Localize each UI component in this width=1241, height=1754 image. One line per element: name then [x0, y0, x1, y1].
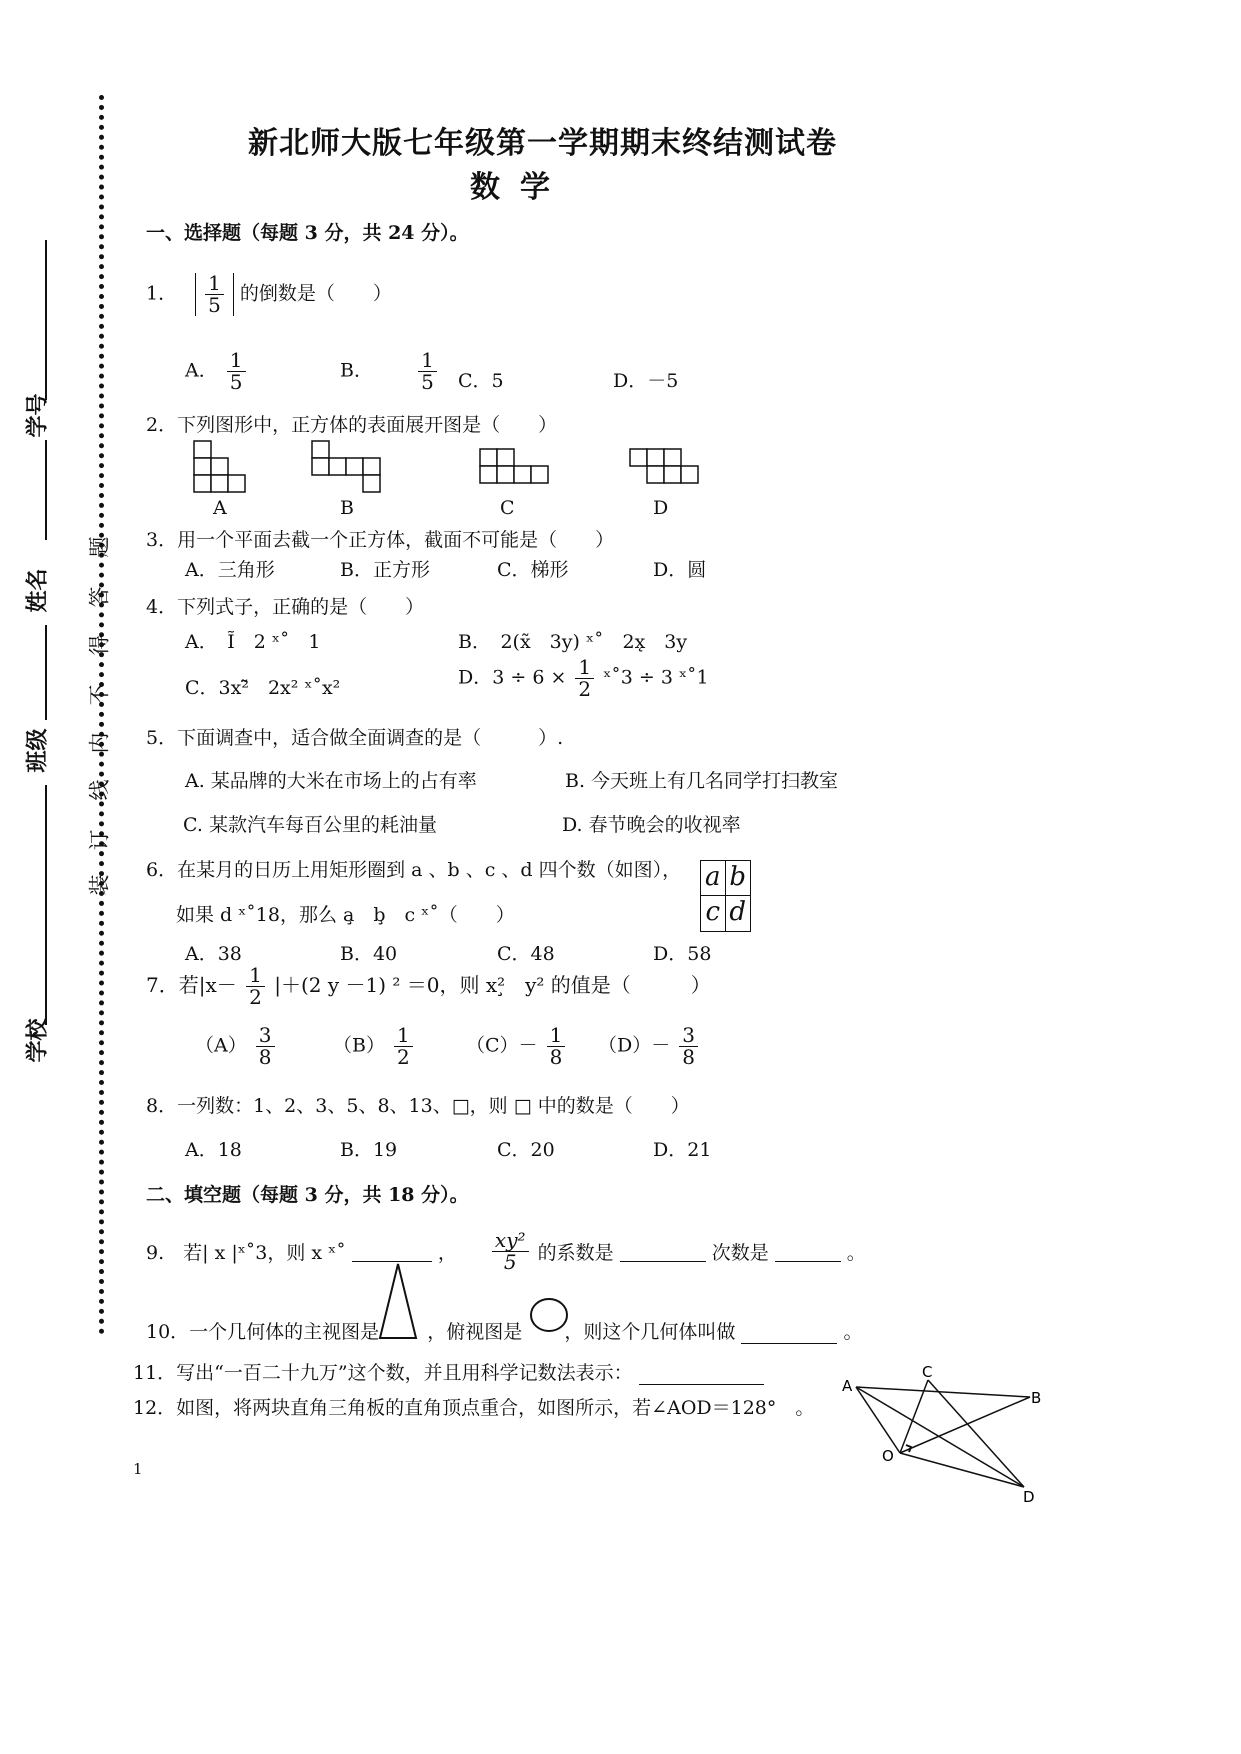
cal-cell-d: d: [729, 897, 747, 927]
q7-option-a: （A） $\frac{3}{8}$: [195, 1025, 278, 1068]
q12-figure: [830, 1365, 1050, 1505]
side-class-line: [45, 785, 47, 1025]
side-name-label: 姓名: [24, 568, 51, 613]
page-number: 1: [133, 1460, 143, 1478]
exam-subject: 数学: [470, 170, 570, 205]
q4-option-b: B． 2(x̃ 3y) ˣ˚ 2x̨ 3y: [458, 631, 688, 653]
notice-char: 不: [87, 684, 112, 706]
q2-label-c: C: [500, 497, 515, 519]
q5-option-c: C. 某款汽车每百公里的耗油量: [183, 814, 437, 836]
notice-char: 答: [87, 586, 112, 608]
q2-cube-nets: [180, 435, 720, 495]
q8-option-d: D．21: [653, 1139, 712, 1161]
q1-stem: 的倒数是（ ）: [239, 282, 392, 305]
question-4: 4．下列式子，正确的是（ ）: [146, 596, 425, 618]
notice-char: 得: [87, 634, 112, 656]
question-7: 7．若|x－ $\frac{1}{2}$ |＋(2 y －1) ² ＝0，则 x²̧ y² 的值是（ ）: [146, 963, 711, 1009]
q1-option-c: C．5: [458, 370, 504, 392]
side-id-line: [45, 240, 47, 400]
cal-cell-a: a: [701, 861, 726, 896]
side-class-label: 班级: [24, 728, 51, 773]
fig-label-b: B: [1031, 1389, 1042, 1407]
q6-option-b: B．40: [340, 943, 398, 965]
question-5: 5．下面调查中，适合做全面调查的是（ ）.: [146, 727, 564, 749]
fig-label-d: D: [1023, 1488, 1035, 1505]
question-12: 12．如图，将两块直角三角板的直角顶点重合，如图所示，若∠AOD＝128° 。: [133, 1397, 815, 1419]
q9-blank-2[interactable]: [620, 1241, 706, 1262]
side-name-line-2: [45, 625, 47, 720]
q3-option-d: D．圆: [653, 559, 707, 581]
net-c: [480, 449, 548, 483]
q10-front-view-triangle: [378, 1262, 418, 1340]
q9-blank-3[interactable]: [775, 1241, 841, 1262]
q1-option-a: A． $\frac{1}{5}$: [185, 350, 249, 393]
side-name-line: [45, 440, 47, 540]
question-9: 9. 若| x |ˣ˚3，则 x ˣ˚ ， $\frac{\text{xy²}}{5}$ 的系数是 次数是 。: [146, 1228, 866, 1274]
q7-option-b: （B） $\frac{1}{2}$: [333, 1025, 416, 1068]
question-10: 10．一个几何体的主视图是 ，俯视图是 ，则这个几何体叫做 。: [146, 1321, 863, 1343]
q2-label-d: D: [653, 497, 669, 519]
q8-option-c: C．20: [497, 1139, 555, 1161]
question-6: 6．在某月的日历上用矩形圈到 a 、b 、c 、d 四个数（如图），: [146, 859, 682, 881]
q1-number: 1．: [146, 282, 178, 305]
cal-cell-c: c: [701, 896, 726, 931]
notice-char: 内: [87, 732, 112, 754]
q1-option-d: D．－5: [613, 370, 679, 392]
side-school-label: 学校: [24, 1018, 51, 1063]
exam-title: 新北师大版七年级第一学期期末终结测试卷: [248, 126, 837, 161]
net-b: [312, 441, 380, 492]
q4-option-c: C．3x²̃ 2x² ˣ˚x²: [185, 677, 341, 699]
q7-option-d: （D）－ $\frac{3}{8}$: [598, 1025, 701, 1068]
q3-option-c: C．梯形: [497, 559, 569, 581]
q2-label-a: A: [213, 497, 227, 519]
fig-label-a: A: [842, 1377, 853, 1395]
question-1: [146, 273, 392, 316]
fig-label-o: O: [882, 1447, 894, 1465]
fig-label-c: C: [922, 1365, 933, 1381]
question-11: 11．写出“一百二十九万”这个数，并且用科学记数法表示：: [133, 1358, 764, 1385]
notice-char: 线: [87, 779, 112, 801]
q10-blank[interactable]: [741, 1323, 837, 1344]
q6-calendar-box: [700, 860, 751, 932]
q4-option-d: D．3 ÷ 6 × $\frac{1}{2}$ ˣ˚3 ÷ 3 ˣ˚1: [458, 655, 709, 701]
q5-option-a: A. 某品牌的大米在市场上的占有率: [185, 770, 477, 792]
q9-blank-1[interactable]: [352, 1241, 432, 1262]
q3-option-b: B．正方形: [340, 559, 430, 581]
q5-option-b: B. 今天班上有几名同学打扫教室: [565, 770, 839, 792]
q10-top-view-circle: [528, 1296, 570, 1334]
q6-condition: 如果 d ˣ˚18，那么 a̧ b̧ c ˣ˚（ ）: [176, 904, 515, 926]
binding-dotted-line: [99, 95, 104, 1335]
question-3: 3．用一个平面去截一个正方体，截面不可能是（ ）: [146, 529, 615, 551]
q1-option-b: B． $\frac{1}{5}$: [340, 350, 440, 393]
question-8: 8．一列数：1、2、3、5、8、13、□，则 □ 中的数是（ ）: [146, 1095, 690, 1117]
q8-option-b: B．19: [340, 1139, 398, 1161]
notice-char: 装: [87, 874, 112, 896]
q7-option-c: （C）－ $\frac{1}{8}$: [466, 1025, 568, 1068]
section-2-heading: 二、填空题（每题 3 分，共 18 分）。: [146, 1184, 469, 1206]
q6-option-d: D．58: [653, 943, 712, 965]
net-a: [194, 441, 245, 492]
notice-char: 题: [87, 536, 112, 558]
q4-option-a: A． Ĩ 2 ˣ˚ 1: [185, 631, 321, 653]
side-id-label: 学号: [24, 393, 51, 438]
q6-option-c: C．48: [497, 943, 555, 965]
q3-option-a: A．三角形: [185, 559, 275, 581]
cal-cell-b: b: [726, 861, 751, 896]
q8-option-a: A．18: [185, 1139, 242, 1161]
q6-option-a: A．38: [185, 943, 242, 965]
net-d: [630, 449, 698, 483]
notice-char: 订: [87, 829, 112, 851]
question-2: 2．下列图形中，正方体的表面展开图是（ ）: [146, 414, 558, 436]
q11-blank[interactable]: [639, 1364, 764, 1385]
section-1-heading: 一、选择题（每题 3 分，共 24 分）。: [146, 222, 469, 244]
q1-abs-expr: $\frac{1}{5}$: [195, 273, 234, 316]
q5-option-d: D. 春节晚会的收视率: [562, 814, 741, 836]
q2-label-b: B: [340, 497, 354, 519]
